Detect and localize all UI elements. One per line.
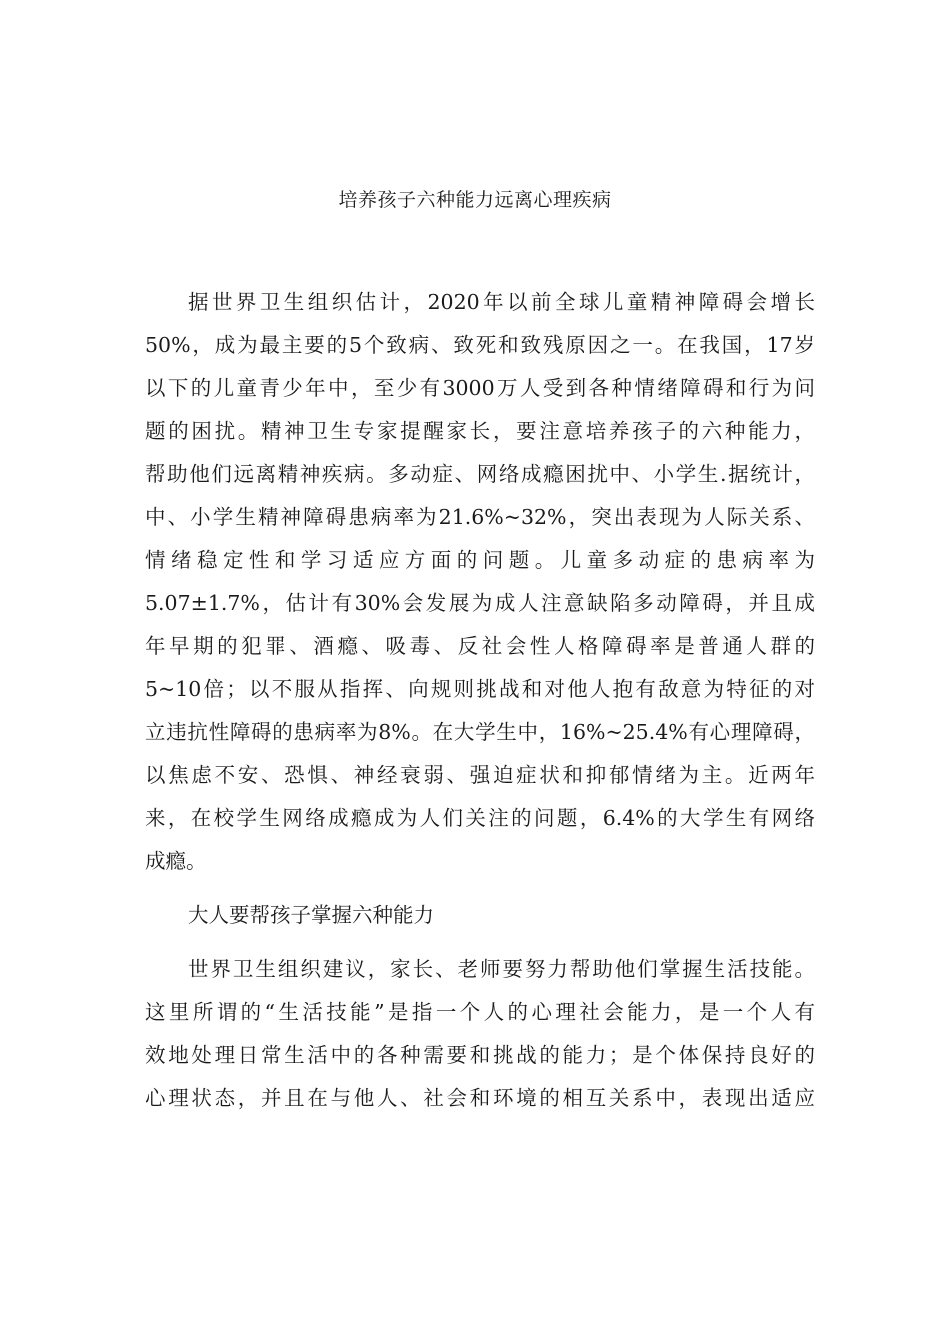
paragraph-line: 5.07±1.7%，估计有30%会发展为成人注意缺陷多动障碍，并且成 [145, 591, 815, 615]
section-subheading: 大人要帮孩子掌握六种能力 [188, 903, 434, 927]
paragraph-line: 5~10倍；以不服从指挥、向规则挑战和对他人抱有敌意为特征的对 [145, 677, 815, 701]
paragraph-line: 这里所谓的“生活技能”是指一个人的心理社会能力，是一个人有 [145, 1000, 815, 1024]
paragraph-line: 效地处理日常生活中的各种需要和挑战的能力；是个体保持良好的 [145, 1043, 815, 1067]
paragraph-line: 50%，成为最主要的5个致病、致死和致残原因之一。在我国，17岁 [145, 333, 815, 357]
paragraph-line: 情绪稳定性和学习适应方面的问题。儿童多动症的患病率为 [145, 548, 815, 572]
paragraph-line: 世界卫生组织建议，家长、老师要努力帮助他们掌握生活技能。 [188, 957, 815, 981]
paragraph-line: 题的困扰。精神卫生专家提醒家长，要注意培养孩子的六种能力， [145, 419, 815, 443]
paragraph-line: 年早期的犯罪、酒瘾、吸毒、反社会性人格障碍率是普通人群的 [145, 634, 815, 658]
paragraph-line: 帮助他们远离精神疾病。多动症、网络成瘾困扰中、小学生.据统计， [145, 462, 815, 486]
paragraph-line: 立违抗性障碍的患病率为8%。在大学生中，16%~25.4%有心理障碍， [145, 720, 815, 744]
paragraph-line: 据世界卫生组织估计，2020年以前全球儿童精神障碍会增长 [188, 290, 815, 314]
document-body [145, 281, 815, 1120]
paragraph-line: 心理状态，并且在与他人、社会和环境的相互关系中，表现出适应 [145, 1086, 815, 1110]
paragraph-line: 成瘾。 [145, 849, 207, 873]
paragraph-line: 中、小学生精神障碍患病率为21.6%~32%，突出表现为人际关系、 [145, 505, 815, 529]
paragraph-line: 来，在校学生网络成瘾成为人们关注的问题，6.4%的大学生有网络 [145, 806, 815, 830]
paragraph-line: 以下的儿童青少年中，至少有3000万人受到各种情绪障碍和行为问 [145, 376, 815, 400]
document-title: 培养孩子六种能力远离心理疾病 [338, 189, 612, 211]
paragraph-line: 以焦虑不安、恐惧、神经衰弱、强迫症状和抑郁情绪为主。近两年 [145, 763, 815, 787]
